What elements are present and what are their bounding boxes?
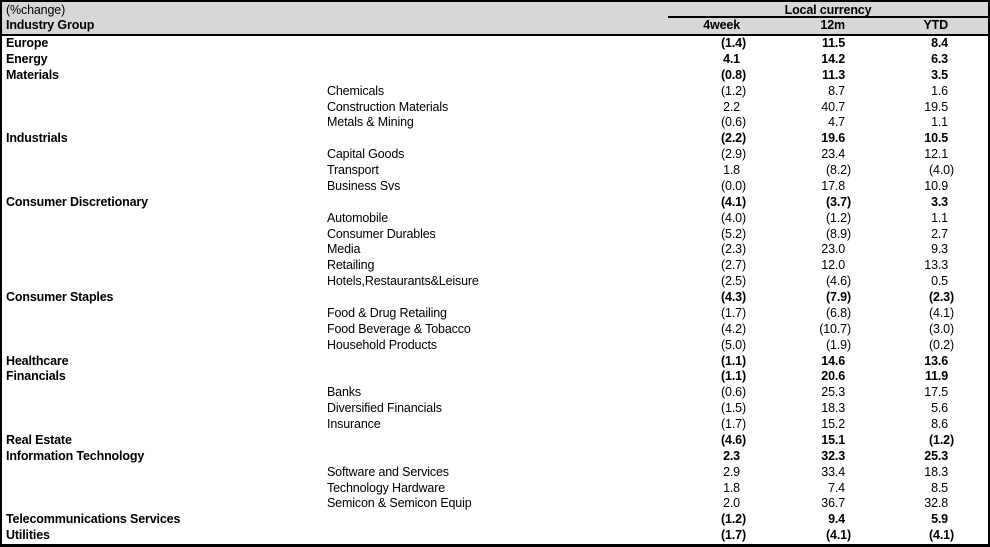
- row-label: Construction Materials: [327, 99, 449, 114]
- row-label: Household Products: [327, 337, 437, 352]
- cell-12m: (7.9): [826, 290, 851, 304]
- cell-12m: 23.4: [821, 147, 845, 162]
- cell-4week: 4.1: [723, 51, 740, 66]
- cell-12m: (8.2): [826, 163, 851, 177]
- cell-ytd: 1.6: [931, 83, 948, 98]
- table-body: [2, 36, 988, 544]
- row-spacer: [948, 496, 988, 512]
- row-spacer: [948, 465, 988, 481]
- row-spacer: [948, 433, 988, 449]
- row-spacer: [948, 147, 988, 163]
- row-label: Consumer Discretionary: [6, 194, 148, 209]
- cell-ytd: 11.9: [924, 369, 948, 384]
- row-spacer: [948, 211, 988, 227]
- cell-12m: 25.3: [821, 385, 845, 400]
- row-label: Industrials: [6, 131, 68, 146]
- cell-4week: (1.5): [721, 401, 746, 416]
- cell-12m: (3.7): [826, 194, 851, 209]
- cell-4week: (2.3): [721, 242, 746, 257]
- table-row: [2, 131, 988, 147]
- cell-4week: (0.6): [721, 115, 746, 130]
- cell-12m: 32.3: [821, 448, 845, 463]
- table-row: [2, 242, 988, 258]
- row-spacer: [948, 306, 988, 322]
- cell-12m: 19.6: [821, 131, 845, 146]
- cell-ytd: 10.9: [924, 178, 948, 193]
- cell-ytd: (4.1): [929, 528, 954, 543]
- cell-ytd: 8.4: [931, 36, 948, 50]
- row-label: Food & Drug Retailing: [327, 305, 447, 320]
- cell-12m: (4.6): [826, 274, 851, 289]
- table-row: [2, 179, 988, 195]
- row-label: Information Technology: [6, 448, 145, 463]
- cell-4week: 1.8: [723, 163, 740, 177]
- table-row: [2, 227, 988, 243]
- table-row: [2, 512, 988, 528]
- cell-4week: (1.7): [721, 305, 746, 320]
- cell-ytd: 12.1: [924, 147, 948, 162]
- table-row: [2, 322, 988, 338]
- cell-ytd: 13.6: [924, 353, 948, 368]
- cell-4week: (1.2): [721, 83, 746, 98]
- cell-12m: 9.4: [828, 512, 845, 527]
- table-row: [2, 84, 988, 100]
- table-row: [2, 163, 988, 179]
- row-label: Healthcare: [6, 353, 69, 368]
- table-row: [2, 449, 988, 465]
- row-label: Diversified Financials: [327, 401, 442, 416]
- row-spacer: [948, 131, 988, 147]
- table-row: [2, 68, 988, 84]
- cell-ytd: 1.1: [931, 210, 948, 225]
- cell-4week: 1.8: [723, 480, 740, 495]
- cell-4week: (2.5): [721, 274, 746, 289]
- table-row: [2, 290, 988, 306]
- cell-ytd: 2.7: [931, 226, 948, 241]
- row-label: Technology Hardware: [327, 480, 446, 495]
- row-spacer: [948, 163, 988, 179]
- row-spacer: [948, 290, 988, 306]
- row-spacer: [948, 369, 988, 385]
- cell-12m: 11.5: [821, 36, 845, 50]
- row-spacer: [948, 195, 988, 211]
- row-spacer: [948, 274, 988, 290]
- cell-ytd: 5.6: [931, 401, 948, 416]
- row-label: Chemicals: [327, 83, 384, 98]
- row-spacer: [948, 417, 988, 433]
- row-spacer: [948, 258, 988, 274]
- cell-ytd: 3.3: [931, 194, 948, 209]
- table-row: [2, 36, 988, 52]
- row-spacer: [948, 68, 988, 84]
- cell-4week: (0.6): [721, 385, 746, 400]
- row-spacer: [948, 449, 988, 465]
- row-label: Telecommunications Services: [6, 512, 181, 527]
- cell-4week: (2.7): [721, 258, 746, 273]
- cell-ytd: 18.3: [924, 464, 948, 479]
- table-row: [2, 195, 988, 211]
- table-row: [2, 417, 988, 433]
- row-label: Energy: [6, 51, 48, 66]
- row-spacer: [948, 512, 988, 528]
- cell-12m: (10.7): [819, 321, 851, 336]
- row-spacer: [948, 227, 988, 243]
- cell-4week: 2.0: [723, 496, 740, 511]
- cell-12m: (6.8): [826, 305, 851, 320]
- row-label: Hotels,Restaurants&Leisure: [327, 274, 479, 289]
- table-row: [2, 385, 988, 401]
- cell-12m: 17.8: [821, 178, 845, 193]
- cell-ytd: 0.5: [931, 274, 948, 289]
- row-label: Consumer Staples: [6, 290, 114, 304]
- local-currency-header: Local currency: [668, 2, 988, 18]
- row-label: Automobile: [327, 210, 389, 225]
- table-row: [2, 496, 988, 512]
- cell-12m: 40.7: [821, 99, 845, 114]
- row-label: Insurance: [327, 417, 381, 431]
- row-label: Semicon & Semicon Equip: [327, 496, 472, 511]
- table-row: [2, 433, 988, 449]
- row-label: Financials: [6, 369, 66, 384]
- cell-12m: 33.4: [821, 464, 845, 479]
- cell-12m: 14.2: [821, 51, 845, 66]
- cell-ytd: (4.1): [929, 305, 954, 320]
- row-spacer: [948, 52, 988, 68]
- cell-12m: 4.7: [828, 115, 845, 130]
- cell-4week: (1.7): [721, 528, 746, 543]
- row-spacer: [948, 338, 988, 354]
- cell-4week: 2.3: [723, 448, 740, 463]
- cell-4week: (1.1): [721, 353, 746, 368]
- table-row: [2, 481, 988, 497]
- row-label: Utilities: [6, 528, 50, 543]
- cell-4week: (1.7): [721, 417, 746, 431]
- cell-12m: (4.1): [826, 528, 851, 543]
- cell-ytd: (1.2): [929, 432, 954, 447]
- row-spacer: [948, 528, 988, 544]
- col-header-12m: 12m: [820, 18, 845, 32]
- table-row: [2, 211, 988, 227]
- table-row: [2, 52, 988, 68]
- row-spacer: [948, 481, 988, 497]
- table-row: [2, 258, 988, 274]
- cell-ytd: 8.6: [931, 417, 948, 431]
- row-label: Metals & Mining: [327, 115, 414, 130]
- table-row: [2, 401, 988, 417]
- cell-4week: (4.3): [721, 290, 746, 304]
- cell-12m: 11.3: [821, 67, 845, 82]
- row-label: Retailing: [327, 258, 375, 273]
- row-label: Europe: [6, 36, 49, 50]
- row-spacer: [948, 385, 988, 401]
- row-spacer: [948, 242, 988, 258]
- cell-4week: (4.6): [721, 432, 746, 447]
- row-label: Real Estate: [6, 432, 72, 447]
- cell-ytd: 5.9: [931, 512, 948, 527]
- row-spacer: [948, 84, 988, 100]
- cell-4week: (4.0): [721, 210, 746, 225]
- cell-4week: (4.2): [721, 321, 746, 336]
- cell-12m: 18.3: [821, 401, 845, 416]
- row-label: Capital Goods: [327, 147, 405, 162]
- cell-4week: (5.0): [721, 337, 746, 352]
- cell-4week: (1.1): [721, 369, 746, 384]
- cell-12m: 15.2: [821, 417, 845, 431]
- table-row: [2, 528, 988, 544]
- cell-ytd: 10.5: [924, 131, 948, 146]
- header-spacer: [948, 18, 988, 34]
- row-spacer: [948, 36, 988, 52]
- row-spacer: [948, 115, 988, 131]
- industry-group-header: Industry Group: [6, 18, 95, 32]
- row-label: Software and Services: [327, 464, 449, 479]
- cell-4week: (4.1): [721, 194, 746, 209]
- table-row: [2, 100, 988, 116]
- cell-12m: (1.9): [826, 337, 851, 352]
- cell-4week: (0.0): [721, 178, 746, 193]
- row-spacer: [948, 401, 988, 417]
- col-header-ytd: YTD: [923, 18, 948, 32]
- row-label: Materials: [6, 67, 59, 82]
- cell-4week: (2.2): [721, 131, 746, 146]
- cell-12m: 14.6: [821, 353, 845, 368]
- row-label: Food Beverage & Tobacco: [327, 321, 471, 336]
- table-row: [2, 274, 988, 290]
- row-label: Banks: [327, 385, 361, 400]
- cell-ytd: 13.3: [924, 258, 948, 273]
- cell-12m: 7.4: [828, 480, 845, 495]
- cell-12m: 20.6: [821, 369, 845, 384]
- header-row-columns: [2, 18, 988, 34]
- cell-12m: 8.7: [828, 83, 845, 98]
- row-spacer: [948, 354, 988, 370]
- cell-ytd: 9.3: [931, 242, 948, 257]
- cell-ytd: 1.1: [931, 115, 948, 130]
- cell-ytd: (4.0): [929, 163, 954, 177]
- table-row: [2, 465, 988, 481]
- row-label: Media: [327, 242, 361, 257]
- table-row: [2, 306, 988, 322]
- cell-12m: 23.0: [821, 242, 845, 257]
- cell-ytd: 25.3: [924, 448, 948, 463]
- cell-12m: (1.2): [826, 210, 851, 225]
- col-header-4week: 4week: [703, 18, 740, 32]
- cell-ytd: (0.2): [929, 337, 954, 352]
- table-row: [2, 115, 988, 131]
- row-label: Business Svs: [327, 178, 401, 193]
- cell-ytd: (2.3): [929, 290, 954, 304]
- header-row-currency: [2, 2, 988, 18]
- cell-ytd: 32.8: [924, 496, 948, 511]
- cell-4week: 2.9: [723, 464, 740, 479]
- cell-ytd: 6.3: [931, 51, 948, 66]
- cell-12m: 36.7: [821, 496, 845, 511]
- cell-4week: (5.2): [721, 226, 746, 241]
- table-row: [2, 147, 988, 163]
- row-label: Transport: [327, 163, 379, 177]
- cell-4week: (1.2): [721, 512, 746, 527]
- row-spacer: [948, 179, 988, 195]
- cell-ytd: (3.0): [929, 321, 954, 336]
- cell-12m: (8.9): [826, 226, 851, 241]
- cell-ytd: 17.5: [924, 385, 948, 400]
- row-spacer: [948, 100, 988, 116]
- cell-ytd: 8.5: [931, 480, 948, 495]
- table-header: [2, 2, 988, 36]
- cell-12m: 15.1: [821, 432, 845, 447]
- cell-12m: 12.0: [821, 258, 845, 273]
- table-row: [2, 369, 988, 385]
- table-row: [2, 338, 988, 354]
- cell-ytd: 3.5: [931, 67, 948, 82]
- cell-ytd: 19.5: [924, 99, 948, 114]
- cell-4week: (2.9): [721, 147, 746, 162]
- row-spacer: [948, 322, 988, 338]
- cell-4week: 2.2: [723, 99, 740, 114]
- cell-4week: (1.4): [721, 36, 746, 50]
- row-label: Consumer Durables: [327, 226, 436, 241]
- percent-change-label: (%change): [6, 3, 66, 17]
- table-row: [2, 354, 988, 370]
- cell-4week: (0.8): [721, 67, 746, 82]
